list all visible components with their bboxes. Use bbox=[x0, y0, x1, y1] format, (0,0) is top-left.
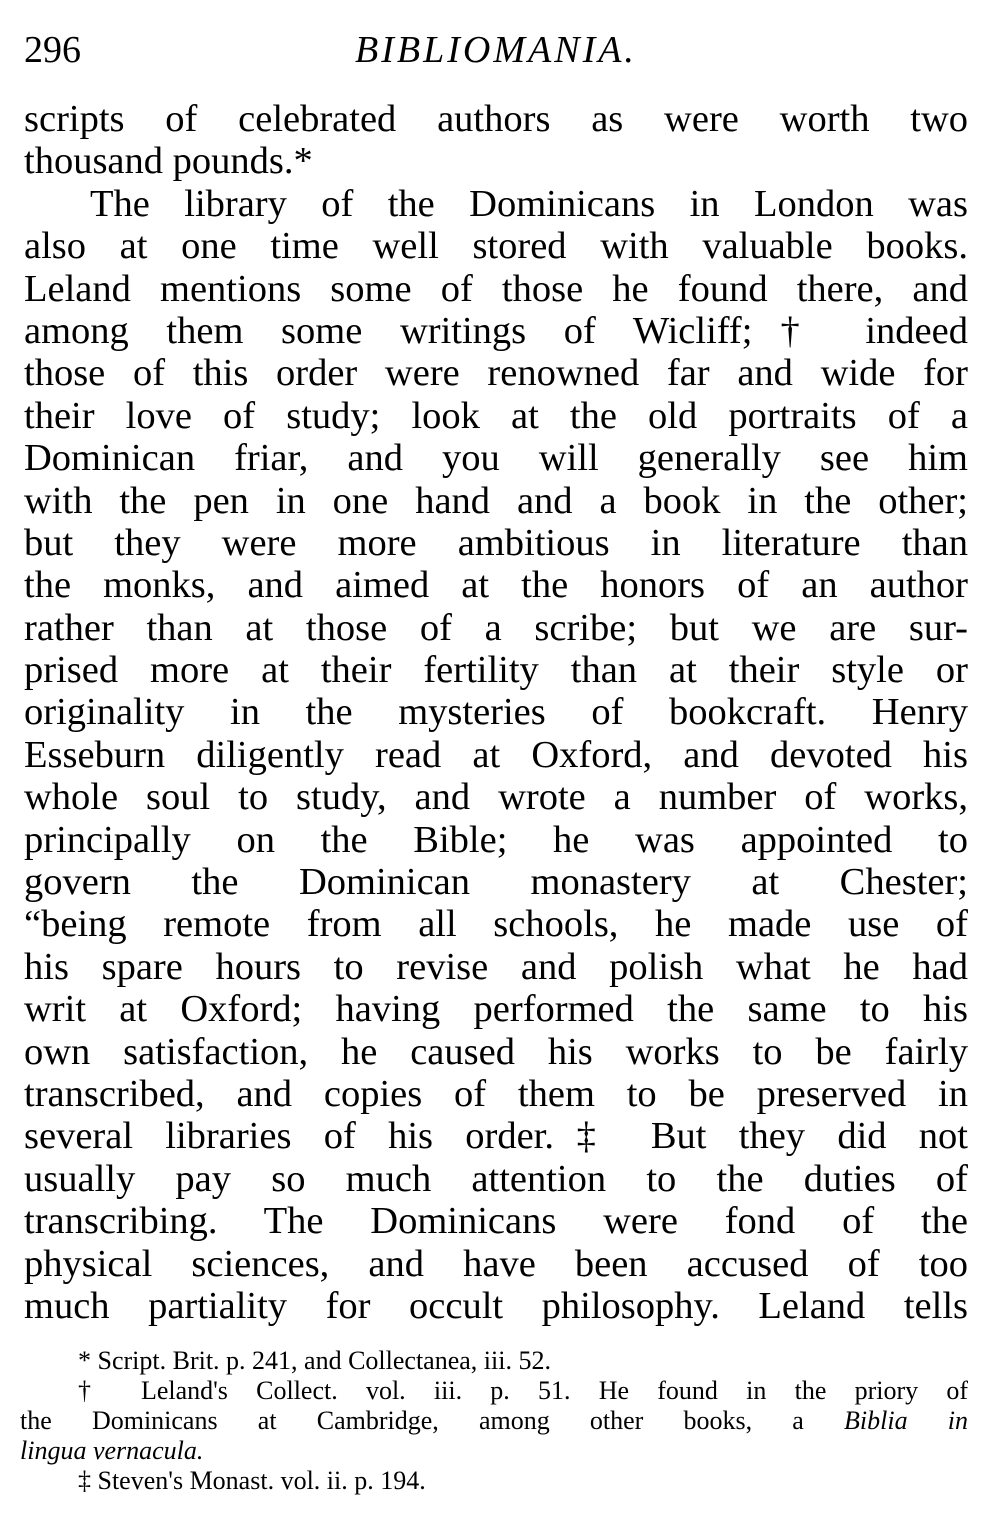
footnote-1: * Script. Brit. p. 241, and Collectanea, iii. 52. bbox=[78, 1346, 551, 1375]
body-line: The library of the Dominicans in London was bbox=[90, 182, 968, 225]
body-line: own satisfaction, he caused his works to be fairly bbox=[24, 1030, 968, 1073]
body-line: physical sciences, and have been accused of too bbox=[24, 1242, 968, 1285]
body-line: “being remote from all schools, he made use of bbox=[24, 903, 968, 946]
body-line: Esseburn diligently read at Oxford, and devoted his bbox=[24, 733, 968, 776]
body-line: Leland mentions some of those he found there, and bbox=[24, 267, 968, 310]
footnote-2-italic-title-end: lingua vernacula. bbox=[20, 1436, 204, 1465]
footnote-2-line-3 bbox=[20, 1436, 968, 1466]
body-line: prised more at their fertility than at their style or bbox=[24, 649, 968, 692]
body-text bbox=[24, 98, 968, 1327]
running-title: BIBLIOMANIA. bbox=[355, 29, 637, 71]
body-line: the monks, and aimed at the honors of an author bbox=[24, 564, 968, 607]
body-line: whole soul to study, and wrote a number of works, bbox=[24, 776, 968, 819]
footnote-2-line-1: † Leland's Collect. vol. iii. p. 51. He found in the priory of bbox=[78, 1376, 968, 1405]
body-line: several libraries of his order.‡ But they did not bbox=[24, 1115, 968, 1158]
body-line: but they were more ambitious in literature than bbox=[24, 521, 968, 564]
footnote-2-italic-title: Biblia in bbox=[844, 1406, 968, 1435]
body-line: transcribing. The Dominicans were fond of the bbox=[24, 1200, 968, 1243]
footnote-2-line-2 bbox=[20, 1406, 968, 1436]
footnotes bbox=[20, 1346, 968, 1496]
page-header bbox=[24, 28, 968, 80]
footnote-2-text: the Dominicans at Cambridge, among other books, a bbox=[20, 1406, 845, 1435]
body-line: usually pay so much attention to the duties of bbox=[24, 1157, 968, 1200]
body-line: thousand pounds.* bbox=[24, 140, 313, 183]
body-line: among them some writings of Wicliff;† indeed bbox=[24, 309, 968, 352]
body-line: also at one time well stored with valuable books. bbox=[24, 225, 968, 268]
body-line: his spare hours to revise and polish what he had bbox=[24, 945, 968, 988]
body-line: rather than at those of a scribe; but we are sur- bbox=[24, 606, 968, 649]
page-number: 296 bbox=[24, 29, 81, 71]
body-line: scripts of celebrated authors as were worth two bbox=[24, 98, 968, 140]
body-line: principally on the Bible; he was appointed to bbox=[24, 818, 968, 861]
body-line: govern the Dominican monastery at Chester; bbox=[24, 861, 968, 904]
body-line: originality in the mysteries of bookcraft. Henry bbox=[24, 691, 968, 734]
footnote-3: ‡ Steven's Monast. vol. ii. p. 194. bbox=[78, 1466, 426, 1495]
body-line: their love of study; look at the old portraits of a bbox=[24, 394, 968, 437]
body-line: transcribed, and copies of them to be preserved in bbox=[24, 1072, 968, 1115]
body-line: writ at Oxford; having performed the same to his bbox=[24, 988, 968, 1031]
body-line: with the pen in one hand and a book in the other; bbox=[24, 479, 968, 522]
body-line: those of this order were renowned far and wide for bbox=[24, 352, 968, 395]
body-line: much partiality for occult philosophy. Leland tells bbox=[24, 1284, 968, 1327]
body-line: Dominican friar, and you will generally see him bbox=[24, 437, 968, 480]
